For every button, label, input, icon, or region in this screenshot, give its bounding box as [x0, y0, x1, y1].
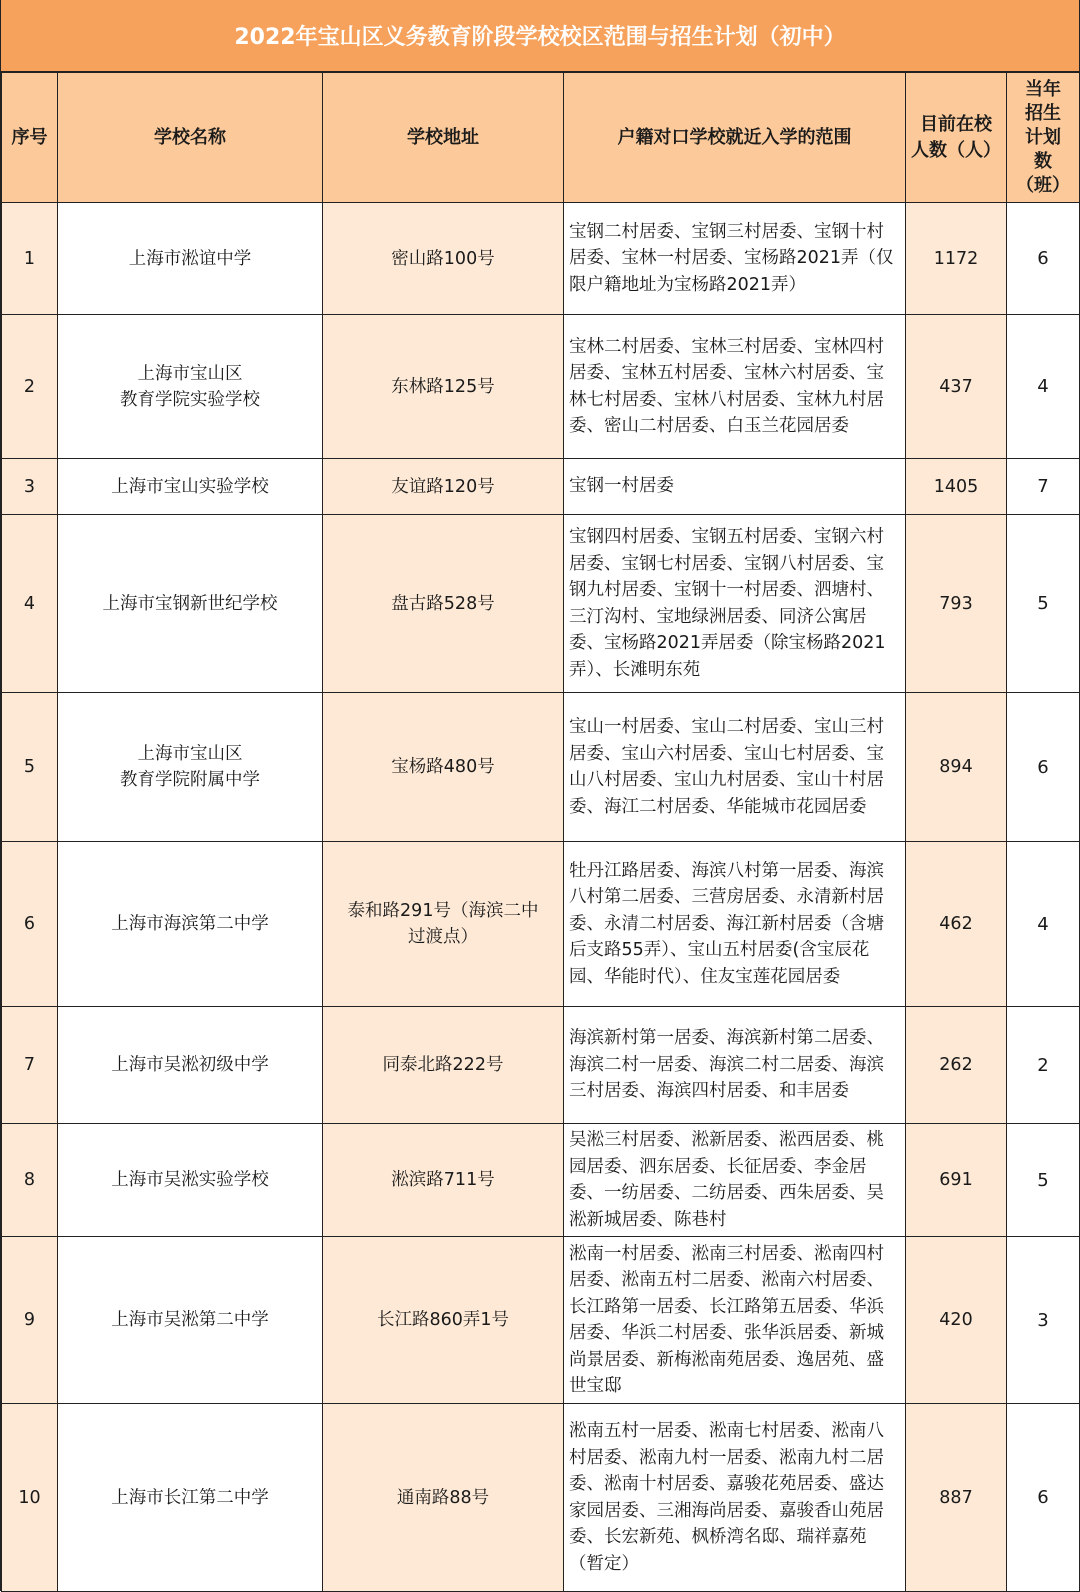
- row-index: 8: [2, 1124, 58, 1237]
- school-name: [58, 1237, 323, 1404]
- school-address-line1: 通南路88号: [396, 1487, 490, 1508]
- column-header-plan-line5: （班）: [1016, 174, 1070, 196]
- planned-classes: 5: [1007, 515, 1080, 693]
- current-students: 793: [906, 515, 1007, 693]
- school-address-line1: 泰和路291号（海滨二中: [347, 901, 539, 921]
- row-index: 9: [2, 1237, 58, 1404]
- row-index: 1: [2, 203, 58, 315]
- column-header-plan: [1007, 73, 1080, 203]
- enrollment-table: [1, 72, 1080, 1592]
- row-index: 5: [2, 693, 58, 842]
- table-row: [2, 1237, 1080, 1404]
- school-address: [323, 842, 564, 1007]
- school-name: [58, 315, 323, 459]
- school-name: [58, 203, 323, 315]
- school-name-line1: 上海市海滨第二中学: [111, 914, 269, 934]
- row-index: 6: [2, 842, 58, 1007]
- planned-classes: 6: [1007, 1404, 1080, 1592]
- current-students: 1172: [906, 203, 1007, 315]
- school-address-line1: 淞滨路711号: [391, 1170, 495, 1190]
- school-name: [58, 842, 323, 1007]
- column-header-plan-line4: 数: [1034, 150, 1052, 172]
- planned-classes: 6: [1007, 693, 1080, 842]
- table-row: [2, 842, 1080, 1007]
- column-header-plan-line1: 当年: [1025, 78, 1061, 100]
- school-name-line1: 上海市吴淞实验学校: [111, 1170, 269, 1190]
- row-index: 2: [2, 315, 58, 459]
- current-students: 420: [906, 1237, 1007, 1404]
- enrollment-scope: 宝钢四村居委、宝钢五村居委、宝钢六村居委、宝钢七村居委、宝钢八村居委、宝钢九村居委、宝钢十一村居委、泗塘村、三汀沟村、宝地绿洲居委、同济公寓居委、宝杨路2021弄居委（除宝杨路2021弄）、长滩明东苑: [564, 515, 906, 693]
- column-header-plan-line2: 招生: [1025, 102, 1061, 124]
- school-address: [323, 1404, 564, 1592]
- school-name: [58, 1404, 323, 1592]
- school-name-line1: 上海市淞谊中学: [128, 248, 252, 269]
- school-address: [323, 693, 564, 842]
- column-header-count-line1: 目前在校: [920, 113, 992, 135]
- enrollment-scope: 宝林二村居委、宝林三村居委、宝林四村居委、宝林五村居委、宝林六村居委、宝林七村居委、宝林八村居委、宝林九村居委、密山二村居委、白玉兰花园居委: [564, 315, 906, 459]
- column-header-name: 学校名称: [58, 73, 323, 203]
- planned-classes: 6: [1007, 203, 1080, 315]
- current-students: 894: [906, 693, 1007, 842]
- enrollment-scope: 海滨新村第一居委、海滨新村第二居委、海滨二村一居委、海滨二村二居委、海滨三村居委、海滨四村居委、和丰居委: [564, 1007, 906, 1124]
- row-index: 3: [2, 459, 58, 515]
- table-row: [2, 693, 1080, 842]
- school-address-line1: 宝杨路480号: [391, 757, 495, 777]
- column-header-count: [906, 73, 1007, 203]
- column-header-address: 学校地址: [323, 73, 564, 203]
- enrollment-scope: 宝钢一村居委: [564, 459, 906, 515]
- school-address-line1: 长江路860弄1号: [376, 1310, 510, 1330]
- header-row: [2, 73, 1080, 203]
- row-index: 7: [2, 1007, 58, 1124]
- school-name-line1: 上海市宝山区: [137, 744, 243, 764]
- school-name-line1: 上海市宝山区: [137, 363, 243, 384]
- school-address-line1: 同泰北路222号: [382, 1055, 504, 1075]
- table-row: [2, 315, 1080, 459]
- row-index: 4: [2, 515, 58, 693]
- current-students: 437: [906, 315, 1007, 459]
- school-address: [323, 1237, 564, 1404]
- column-header-plan-line3: 计划: [1025, 126, 1061, 148]
- school-name-line2: 教育学院附属中学: [120, 770, 260, 790]
- planned-classes: 4: [1007, 842, 1080, 1007]
- school-address: [323, 1124, 564, 1237]
- enrollment-scope: 牡丹江路居委、海滨八村第一居委、海滨八村第二居委、三营房居委、永清新村居委、永清二村居委、海江新村居委（含塘后支路55弄）、宝山五村居委(含宝辰花园、华能时代）、住友宝莲花园居委: [564, 842, 906, 1007]
- school-address: [323, 459, 564, 515]
- school-address: [323, 315, 564, 459]
- table-row: [2, 1404, 1080, 1592]
- table-row: [2, 515, 1080, 693]
- table-title: 2022年宝山区义务教育阶段学校校区范围与招生计划（初中）: [1, 0, 1079, 72]
- column-header-index: 序号: [2, 73, 58, 203]
- school-name: [58, 1007, 323, 1124]
- enrollment-scope: 淞南五村一居委、淞南七村居委、淞南八村居委、淞南九村一居委、淞南九村二居委、淞南十村居委、嘉骏花苑居委、盛达家园居委、三湘海尚居委、嘉骏香山苑居委、长宏新苑、枫桥湾名邸、瑞祥嘉苑（暂定）: [564, 1404, 906, 1592]
- school-name-line1: 上海市宝钢新世纪学校: [102, 593, 278, 614]
- enrollment-scope: 宝钢二村居委、宝钢三村居委、宝钢十村居委、宝林一村居委、宝杨路2021弄（仅限户籍地址为宝杨路2021弄）: [564, 203, 906, 315]
- school-name-line1: 上海市长江第二中学: [111, 1487, 269, 1508]
- school-address-line1: 东林路125号: [391, 376, 495, 397]
- school-address: [323, 515, 564, 693]
- enrollment-scope: 吴淞三村居委、淞新居委、淞西居委、桃园居委、泗东居委、长征居委、李金居委、一纺居委、二纺居委、西朱居委、吴淞新城居委、陈巷村: [564, 1124, 906, 1237]
- current-students: 1405: [906, 459, 1007, 515]
- school-name: [58, 693, 323, 842]
- school-address-line2: 过渡点）: [408, 927, 478, 947]
- planned-classes: 3: [1007, 1237, 1080, 1404]
- enrollment-scope: 宝山一村居委、宝山二村居委、宝山三村居委、宝山六村居委、宝山七村居委、宝山八村居委、宝山九村居委、宝山十村居委、海江二村居委、华能城市花园居委: [564, 693, 906, 842]
- table-row: [2, 1124, 1080, 1237]
- school-address-line1: 友谊路120号: [391, 476, 495, 497]
- school-name-line1: 上海市吴淞第二中学: [111, 1310, 269, 1330]
- column-header-count-line2: 人数（人）: [911, 139, 1001, 161]
- current-students: 462: [906, 842, 1007, 1007]
- row-index: 10: [2, 1404, 58, 1592]
- planned-classes: 2: [1007, 1007, 1080, 1124]
- table-row: [2, 203, 1080, 315]
- school-name-line1: 上海市吴淞初级中学: [111, 1055, 269, 1075]
- school-name-line2: 教育学院实验学校: [120, 389, 260, 410]
- school-name-line1: 上海市宝山实验学校: [111, 476, 269, 497]
- current-students: 691: [906, 1124, 1007, 1237]
- planned-classes: 7: [1007, 459, 1080, 515]
- school-name: [58, 459, 323, 515]
- school-name: [58, 1124, 323, 1237]
- table-row: [2, 459, 1080, 515]
- planned-classes: 4: [1007, 315, 1080, 459]
- enrollment-scope: 淞南一村居委、淞南三村居委、淞南四村居委、淞南五村二居委、淞南六村居委、长江路第一居委、长江路第五居委、华浜居委、华浜二村居委、张华浜居委、新城尚景居委、新梅淞南苑居委、逸居苑、盛世宝邸: [564, 1237, 906, 1404]
- planned-classes: 5: [1007, 1124, 1080, 1237]
- school-address-line1: 盘古路528号: [391, 593, 495, 614]
- school-address: [323, 203, 564, 315]
- school-name: [58, 515, 323, 693]
- column-header-scope: 户籍对口学校就近入学的范围: [564, 73, 906, 203]
- school-address-line1: 密山路100号: [391, 248, 495, 269]
- school-address: [323, 1007, 564, 1124]
- current-students: 887: [906, 1404, 1007, 1592]
- table-row: [2, 1007, 1080, 1124]
- current-students: 262: [906, 1007, 1007, 1124]
